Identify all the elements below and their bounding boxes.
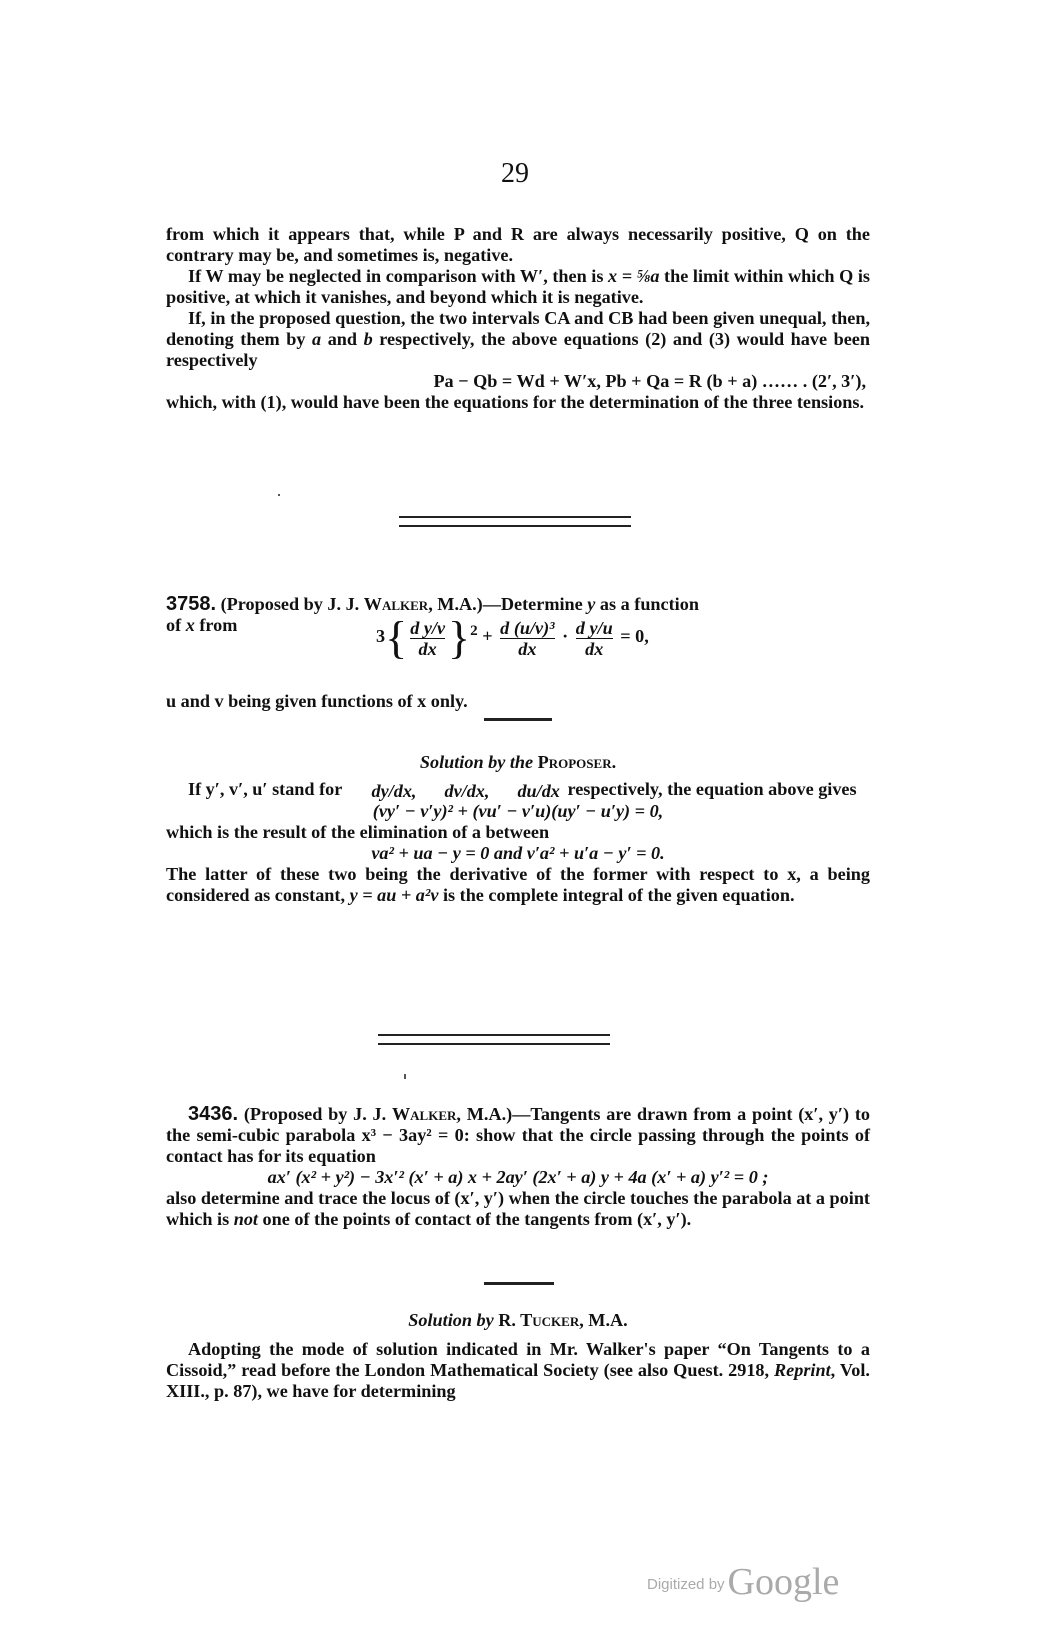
fraction-d-u-over-v (500, 618, 554, 659)
solution-3436 (166, 1310, 870, 1402)
derivative-du-dx: du/dx (517, 780, 560, 801)
short-divider (484, 718, 552, 721)
intro-p2-text: If W may be neglected in comparison with W′, then is (188, 266, 609, 286)
proposer-name: Walker (391, 1104, 457, 1124)
equals-zero: = 0, (620, 626, 649, 647)
solution-p1-text: If y′, v′, u′ stand for (188, 779, 347, 799)
question-number: 3758. (166, 593, 217, 615)
solver-name: R. Tucker, M.A. (498, 1310, 628, 1330)
solution-p3-text-end: is the complete integral of the given equation. (438, 884, 795, 905)
locus-text-end: one of the points of contact of the tangents from (x′, y′). (257, 1209, 692, 1229)
solution-paragraph-3 (166, 864, 870, 906)
question-number: 3436. (188, 1103, 239, 1125)
solution-equation-1: (vy′ − v′y)² + (vu′ − v′u)(uy′ − u′y) = 0, (372, 800, 664, 821)
intro-p3-text-end: respectively, the above equations (2) and (3) would have been respectively (166, 329, 870, 370)
of-text: of (166, 615, 186, 635)
question-3758-header (166, 594, 870, 615)
tension-equations: Pa − Qb = Wd + W′x, Pb + Qa = R (b + a) …… . (2′, 3′), (433, 371, 866, 391)
solution-equation-2: va² + ua − y = 0 and v′a² + u′a − y′ = 0. (371, 842, 665, 863)
intro-paragraph-1: from which it appears that, while P and R are always necessarily positive, Q on the contrary may be, and sometimes is, negative. (166, 224, 870, 265)
proposer-suffix: , M.A.)—Determine (428, 594, 588, 614)
var-b: b (363, 329, 373, 349)
solution-paragraph-1 (166, 1339, 870, 1402)
section-divider (378, 1034, 610, 1045)
var-y: y (587, 594, 596, 614)
fraction-numerator: d (u/v)³ (500, 617, 555, 638)
eq-coefficient: 3 (376, 626, 386, 647)
digitized-by-google-watermark (647, 1560, 839, 1604)
solution-paragraph-1 (166, 779, 870, 801)
fraction-numerator: d y/v (410, 617, 446, 638)
var-x: x (185, 615, 195, 635)
locus-text: also determine and trace the locus of (x′, y′) when the circle touches the parabola at a point which is (166, 1188, 870, 1229)
limit-formula: x = ⅝a (608, 266, 660, 286)
intro-paragraph-4: which, with (1), would have been the equations for the determination of the three tensions. (166, 392, 865, 412)
solution-heading (166, 752, 870, 773)
derivative-fraction (350, 781, 417, 801)
solution-heading (166, 1310, 870, 1331)
derivative-fraction (495, 781, 559, 801)
intro-p3-text: If, in the proposed question, the two intervals CA and CB had been given unequal, then, denoting them by (166, 308, 870, 349)
intro-section (166, 224, 870, 413)
solution-3758 (166, 752, 870, 906)
question-3436 (166, 1104, 870, 1230)
fraction-d-y-over-u (576, 618, 613, 659)
derivative-dv-dx: dv/dx, (444, 780, 490, 801)
question-3758-equation-line (166, 612, 870, 691)
proposer-name: Walker (363, 594, 429, 614)
left-brace: { (385, 612, 408, 663)
derivative-fraction (422, 781, 489, 801)
differential-equation (376, 612, 649, 663)
google-logo: Google (727, 1561, 840, 1603)
complete-integral: y = au + a²v (349, 884, 439, 905)
solution-text-end: , Vol. XIII., p. 87), we have for determining (166, 1360, 870, 1401)
fraction-denominator: dx (410, 638, 445, 659)
from-text: from (194, 615, 238, 635)
section-divider (399, 516, 631, 527)
intro-paragraph-2 (166, 266, 870, 308)
given-functions-text: u and v being given functions of x only. (166, 691, 468, 711)
question-3436-paragraph-2 (166, 1188, 870, 1230)
short-divider (484, 1282, 554, 1285)
var-a: a (312, 329, 322, 349)
proposer-prefix: (Proposed by J. J. (243, 1104, 392, 1124)
exponent: 2 (470, 622, 478, 640)
and-text: and (321, 329, 364, 349)
circle-equation: ax′ (x² + y²) − 3x′² (x′ + a) x + 2ay′ (2x′ + a) y + 4a (x′ + a) y′² = 0 ; (267, 1167, 769, 1187)
scan-speck (278, 494, 280, 496)
intro-p2-text-end: the limit within which Q is positive, at which it vanishes, and beyond which it is negative. (166, 266, 870, 307)
solution-by-text: Solution by the (419, 752, 538, 772)
plus-sign: + (482, 626, 493, 647)
solution-p3-text: The latter of these two being the derivative of the former with respect to x, a being considered as constant, (166, 863, 870, 905)
intro-paragraph-3 (166, 308, 870, 371)
scan-speck (404, 1074, 406, 1079)
watermark-prefix: Digitized by (647, 1576, 725, 1593)
reprint-title: Reprint (774, 1360, 831, 1380)
emphasis-not: not (233, 1209, 258, 1229)
question-3758 (166, 594, 870, 712)
solution-by-text: Solution by (408, 1310, 499, 1330)
fraction-d-y-over-v (410, 618, 445, 659)
solution-paragraph-2: which is the result of the elimination of a between (166, 821, 550, 842)
solution-text: Adopting the mode of solution indicated in Mr. Walker's paper “On Tangents to a Cissoid,” read before the London Mathematical Society (see also Quest. 2918, (166, 1339, 870, 1380)
fraction-numerator: d y/u (575, 617, 613, 638)
question-3436-text (166, 1104, 870, 1167)
fraction-denominator: dx (500, 638, 554, 659)
dot-operator: · (562, 626, 569, 647)
solver-name: Proposer. (537, 752, 617, 772)
right-brace: } (448, 612, 471, 663)
solution-p1-text-end: respectively, the equation above gives (562, 779, 857, 799)
fraction-denominator: dx (576, 638, 613, 659)
derivative-dy-dx: dy/dx, (371, 780, 417, 801)
proposer-suffix: , M.A.)—Tangents are drawn from a point (x′, y′) to the semi-cubic parabola x³ − 3ay² = 0: show that the circle passing through the points of contact has for its equation (166, 1104, 871, 1166)
page-number: 29 (501, 158, 529, 189)
as-function-text: as a function (595, 594, 699, 614)
proposer-prefix: (Proposed by J. J. (220, 594, 364, 614)
